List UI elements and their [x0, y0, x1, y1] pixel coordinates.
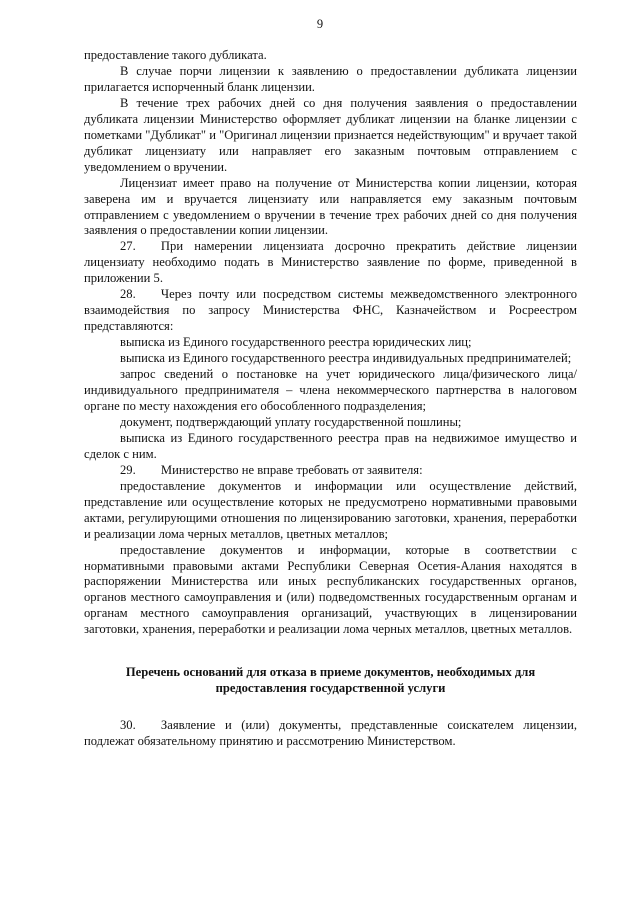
- paragraph: предоставление такого дубликата.: [84, 48, 267, 62]
- section-heading-line: Перечень оснований для отказа в приеме документов, необходимых для: [125, 665, 536, 680]
- page-number: 9: [316, 17, 324, 31]
- numbered-paragraph-30: 30. Заявление и (или) документы, представленные соискателем лицензии, подлежат обязательному принятию и рассмотрению Министерством.: [84, 718, 577, 749]
- section-heading-line: предоставления государственной услуги: [215, 680, 446, 695]
- list-item: выписка из Единого государственного реестра юридических лиц;: [120, 335, 472, 350]
- paragraph: Лицензиат имеет право на получение от Министерства копии лицензии, которая заверена им и вручается лицензиату или направляется ему заказным почтовым отправлением с уведомлением о вручении в течение трех рабочих дней со дня получения заявления о предоставлении копии лицензии.: [84, 175, 577, 238]
- list-item: выписка из Единого государственного реестра прав на недвижимое имущество и сделок с ним.: [84, 430, 577, 461]
- paragraph: В случае порчи лицензии к заявлению о предоставлении дубликата лицензии прилагается испорченный бланк лицензии.: [84, 63, 577, 94]
- section-heading: [84, 665, 577, 696]
- list-item: предоставление документов и информации или осуществление действий, представление или осуществление которых не предусмотрено нормативными правовыми актами, регулирующими отношения по лицензированию заготовки, хранения, переработки и реализации лома черных металлов, цветных металлов;: [84, 478, 577, 541]
- list-item: предоставление документов и информации, которые в соответствии с нормативными правовыми актами Республики Северная Осетия-Алания находятся в распоряжении Министерства или иных республиканских государственных органов, органов местного самоуправления и (или) подведомственных государственным органам и органам местного самоуправления организаций, участвующих в лицензировании заготовки, хранения, переработки и реализации лома черных металлов, цветных металлов.: [84, 542, 577, 637]
- list-item: выписка из Единого государственного реестра индивидуальных предпринимателей;: [120, 351, 572, 366]
- numbered-paragraph-29: 29. Министерство не вправе требовать от заявителя:: [120, 462, 423, 477]
- numbered-paragraph-28: 28. Через почту или посредством системы межведомственного электронного взаимодействия по запросу Министерства ФНС, Казначейством и Росреестром представляются:: [84, 287, 577, 334]
- list-item: запрос сведений о постановке на учет юридического лица/физического лица/индивидуального предпринимателя – члена некоммерческого партнерства в налоговом органе по месту нахождения его обособленного подразделения;: [84, 367, 577, 413]
- document-body: [84, 48, 577, 750]
- numbered-paragraph-27: 27. При намерении лицензиата досрочно прекратить действие лицензии лицензиату необходимо подать в Министерство заявление по форме, приведенной в приложении 5.: [84, 239, 577, 286]
- paragraph: В течение трех рабочих дней со дня получения заявления о предоставлении дубликата лицензии Министерство оформляет дубликат лицензии на бланке лицензии с пометками "Дубликат" и "Оригинал лицензии признается недействующим" и вручает такой дубликат лицензиату или направляет его заказным почтовым отправлением с уведомлением о вручении.: [84, 95, 577, 174]
- list-item: документ, подтверждающий уплату государственной пошлины;: [120, 414, 462, 429]
